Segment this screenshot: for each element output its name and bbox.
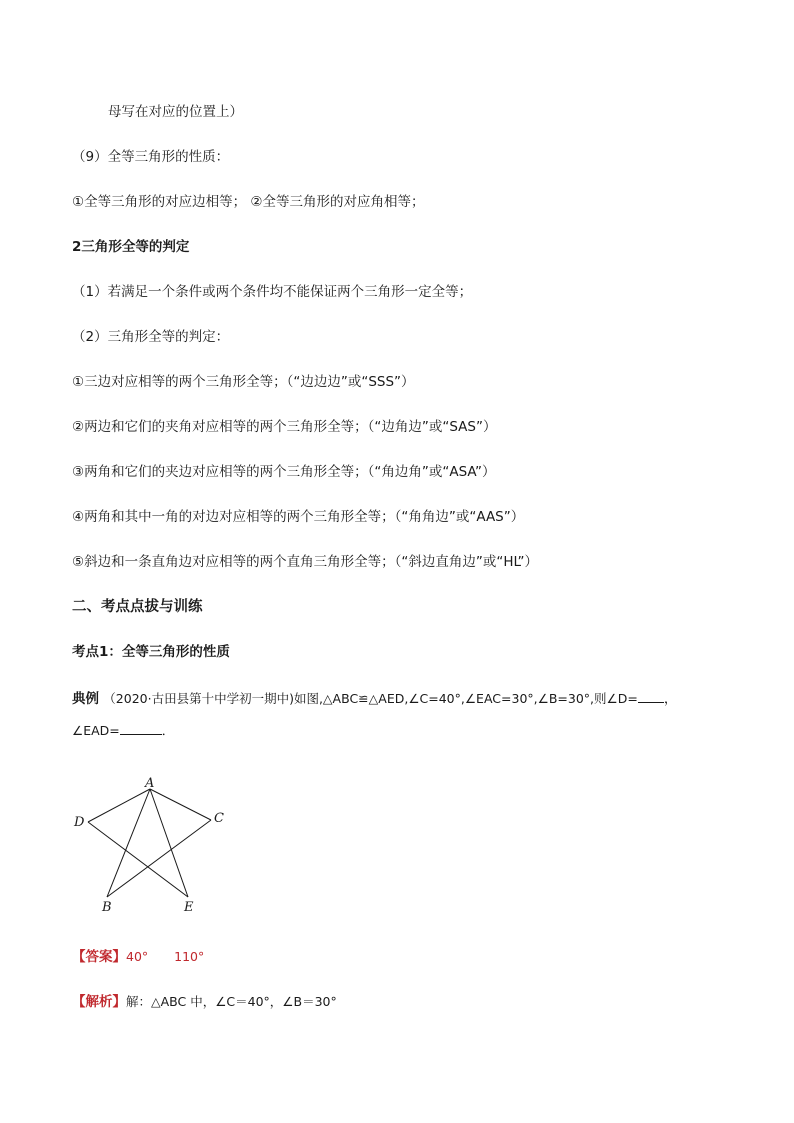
text-line-1: 母写在对应的位置上） (108, 104, 243, 120)
criterion-sas: ②两边和它们的夹角对应相等的两个三角形全等；（“边角边”或“SAS”） (72, 419, 497, 435)
answer-label: 【答案】 (72, 949, 126, 965)
part-heading: 二、考点点拔与训练 (72, 599, 203, 615)
example-text: （2020·古田县第十中学初一期中)如图,△ABC≌△AED,∠C=40°,∠EAC=30°,∠B=30°,则∠D= (103, 691, 638, 706)
criterion-sss: ①三边对应相等的两个三角形全等；（“边边边”或“SSS”） (72, 374, 415, 390)
answer-value-1: 40° (126, 949, 149, 964)
example-period: ． (161, 723, 175, 738)
vertex-label-e: E (184, 900, 194, 915)
answer-blank-ead (120, 720, 162, 735)
text-line-6: （2）三角形全等的判定： (72, 329, 230, 345)
star-triangle-figure (66, 772, 236, 917)
answer-value-2: 110° (174, 949, 205, 964)
segment-de (88, 822, 188, 897)
text-line-2: （9）全等三角形的性质： (72, 149, 230, 165)
segment-ad (88, 789, 150, 822)
vertex-label-d: D (74, 815, 85, 830)
example-line-1 (72, 688, 677, 709)
analysis-line (72, 992, 337, 1012)
section-heading-2: 2三角形全等的判定 (72, 239, 190, 255)
criterion-hl: ⑤斜边和一条直角边对应相等的两个直角三角形全等；（“斜边直角边”或“HL”） (72, 554, 538, 570)
topic-heading: 考点1：全等三角形的性质 (72, 644, 230, 660)
example-line-2 (72, 720, 174, 741)
criterion-aas: ④两角和其中一角的对边对应相等的两个三角形全等；（“角角边”或“AAS”） (72, 509, 525, 525)
vertex-label-c: C (214, 811, 224, 826)
answer-blank-d (638, 688, 664, 703)
example-text-ead: ∠EAD= (72, 723, 120, 738)
analysis-label: 【解析】 (72, 994, 126, 1010)
answer-line (72, 947, 204, 967)
text-line-5: （1）若满足一个条件或两个条件均不能保证两个三角形一定全等； (72, 284, 473, 300)
text-line-3: ①全等三角形的对应边相等； ②全等三角形的对应角相等； (72, 194, 425, 210)
criterion-asa: ③两角和它们的夹边对应相等的两个三角形全等；（“角边角”或“ASA”） (72, 464, 496, 480)
vertex-label-b: B (102, 900, 112, 915)
example-comma: ， (663, 691, 678, 707)
analysis-text: 解：△ABC 中，∠C＝40°，∠B＝30° (126, 994, 337, 1009)
example-label: 典例 (72, 691, 99, 707)
vertex-label-a: A (145, 776, 155, 791)
